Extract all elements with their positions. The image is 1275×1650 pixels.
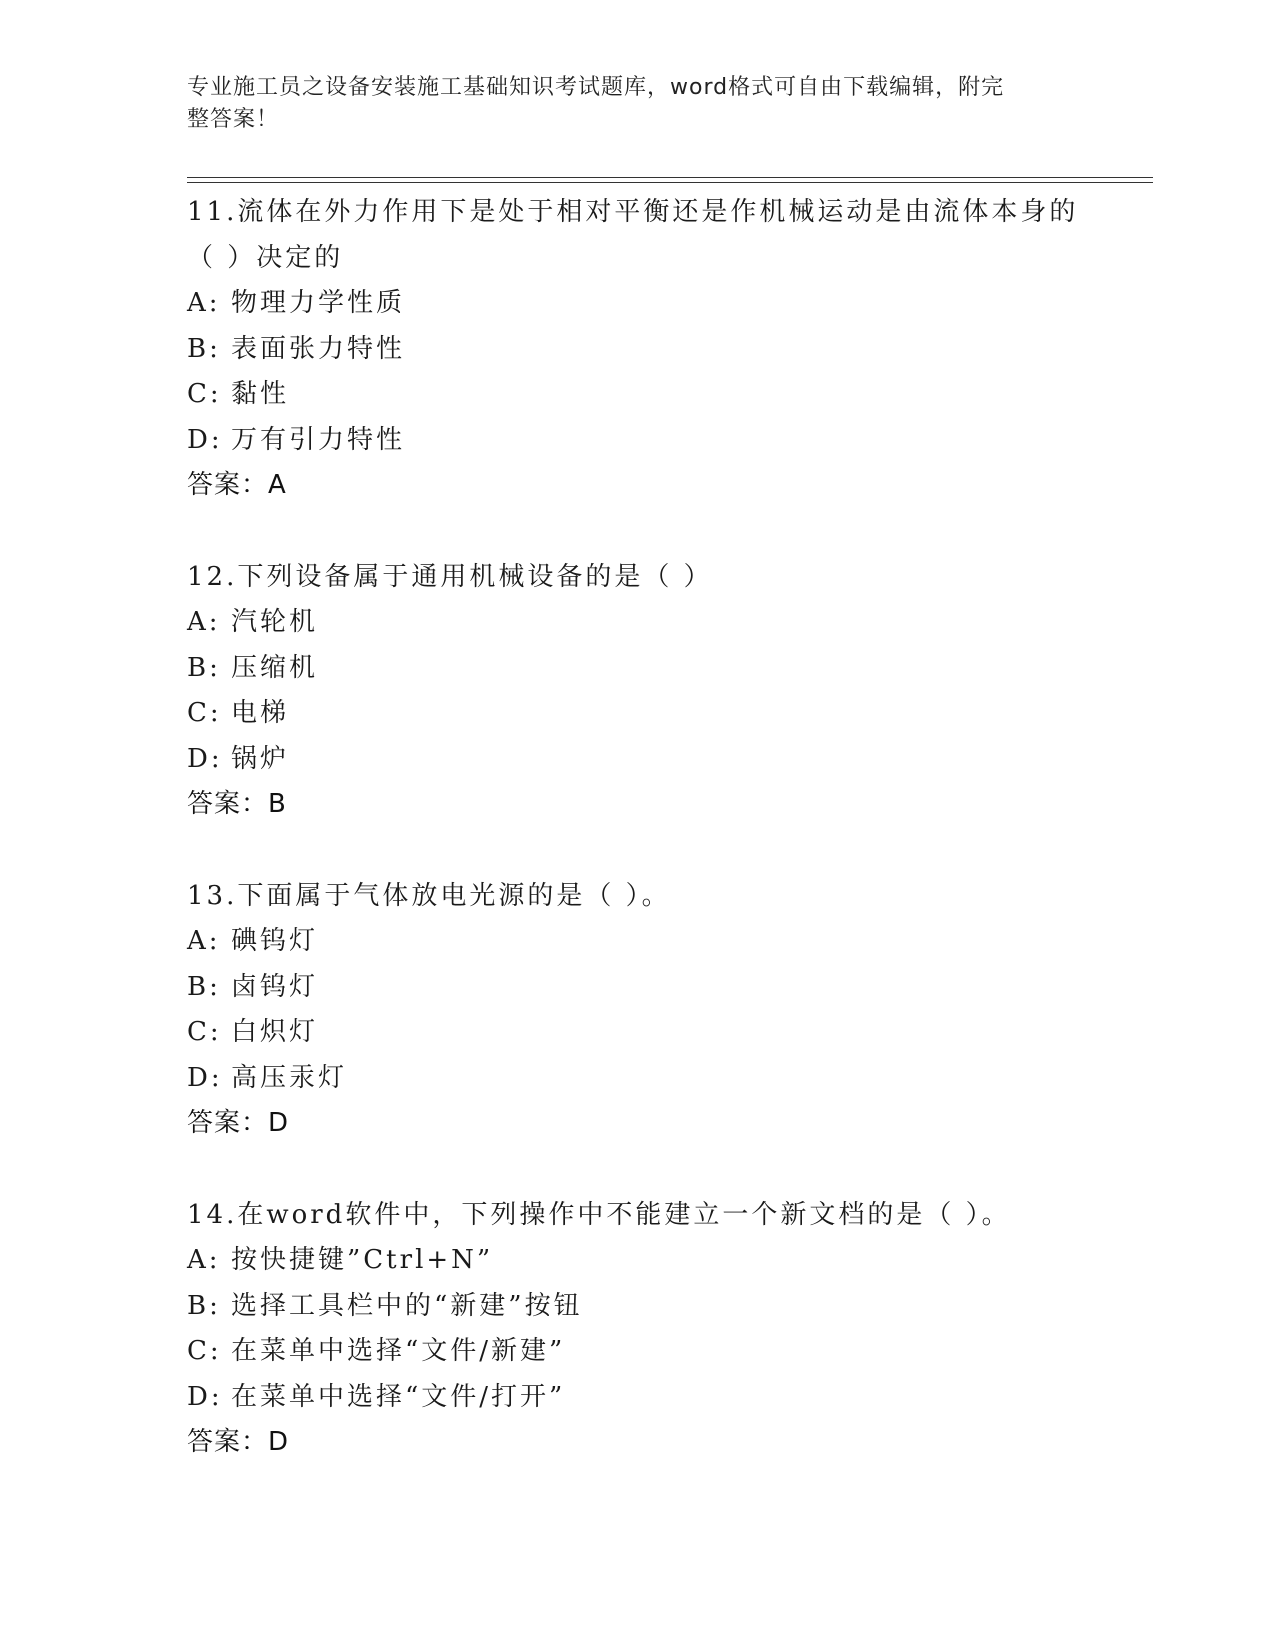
option-a xyxy=(187,919,1087,965)
option-text: 在菜单中选择“文件/打开” xyxy=(231,1381,566,1412)
option-letter: C: xyxy=(187,379,222,409)
option-text: 碘钨灯 xyxy=(231,926,319,956)
answer-line: 答案：D xyxy=(187,1427,290,1457)
option-letter: B: xyxy=(187,1290,221,1321)
question-list xyxy=(187,190,1087,1466)
question-spacer xyxy=(187,509,1087,555)
option-b xyxy=(187,646,1087,692)
question-spacer xyxy=(187,1147,1087,1193)
option-a xyxy=(187,600,1087,646)
header-line-2: 整答案！ xyxy=(187,107,280,132)
question-14 xyxy=(187,1193,1087,1466)
option-text: 按快捷键”Ctrl+N” xyxy=(231,1245,494,1275)
question-stem: 13.下面属于气体放电光源的是（ ）。 xyxy=(187,880,671,911)
option-text: 物理力学性质 xyxy=(231,288,406,318)
option-letter: A: xyxy=(187,607,221,637)
option-text: 白炽灯 xyxy=(231,1017,319,1047)
answer-line: 答案：A xyxy=(187,470,287,500)
option-letter: C: xyxy=(187,1017,222,1047)
option-text: 高压汞灯 xyxy=(231,1062,348,1093)
option-text: 锅炉 xyxy=(231,743,290,774)
question-spacer xyxy=(187,828,1087,874)
option-c xyxy=(187,372,1087,418)
option-letter: B: xyxy=(187,652,221,683)
option-d xyxy=(187,1375,1087,1421)
option-d xyxy=(187,1056,1087,1102)
option-letter: D: xyxy=(187,743,223,774)
option-a xyxy=(187,281,1087,327)
option-a xyxy=(187,1238,1087,1284)
question-13 xyxy=(187,874,1087,1147)
header-divider-bottom xyxy=(187,182,1153,183)
option-letter: A: xyxy=(187,926,221,956)
question-11 xyxy=(187,190,1087,509)
option-letter: C: xyxy=(187,698,222,728)
option-text: 黏性 xyxy=(231,379,290,409)
option-d xyxy=(187,737,1087,783)
header-line-1: 专业施工员之设备安装施工基础知识考试题库，word格式可自由下载编辑，附完 xyxy=(187,75,1005,100)
option-b xyxy=(187,327,1087,373)
option-letter: D: xyxy=(187,1062,223,1093)
option-letter: A: xyxy=(187,288,221,318)
document-header-note xyxy=(187,72,1067,136)
header-divider-top xyxy=(187,177,1153,178)
question-12 xyxy=(187,555,1087,828)
option-text: 选择工具栏中的“新建”按钮 xyxy=(231,1290,583,1321)
option-text: 电梯 xyxy=(231,698,290,728)
option-text: 卤钨灯 xyxy=(231,971,319,1002)
answer-line: 答案：B xyxy=(187,789,287,819)
option-letter: A: xyxy=(187,1245,221,1275)
option-b xyxy=(187,965,1087,1011)
option-letter: C: xyxy=(187,1336,222,1366)
option-text: 汽轮机 xyxy=(231,607,319,637)
option-b xyxy=(187,1284,1087,1330)
option-text: 表面张力特性 xyxy=(231,333,406,364)
option-c xyxy=(187,1329,1087,1375)
question-stem: 14.在word软件中，下列操作中不能建立一个新文档的是（ ）。 xyxy=(187,1199,1011,1230)
option-text: 在菜单中选择“文件/新建” xyxy=(231,1336,566,1366)
option-c xyxy=(187,1010,1087,1056)
option-letter: D: xyxy=(187,1381,223,1412)
option-letter: B: xyxy=(187,971,221,1002)
answer-line: 答案：D xyxy=(187,1108,290,1138)
option-letter: B: xyxy=(187,333,221,364)
question-stem: 11.流体在外力作用下是处于相对平衡还是作机械运动是由流体本身的 xyxy=(187,197,1079,227)
option-c xyxy=(187,691,1087,737)
option-text: 万有引力特性 xyxy=(231,424,406,455)
option-d xyxy=(187,418,1087,464)
question-stem: 12.下列设备属于通用机械设备的是（ ） xyxy=(187,561,713,592)
option-letter: D: xyxy=(187,424,223,455)
question-stem-continued: （ ）决定的 xyxy=(187,242,344,273)
option-text: 压缩机 xyxy=(231,652,319,683)
